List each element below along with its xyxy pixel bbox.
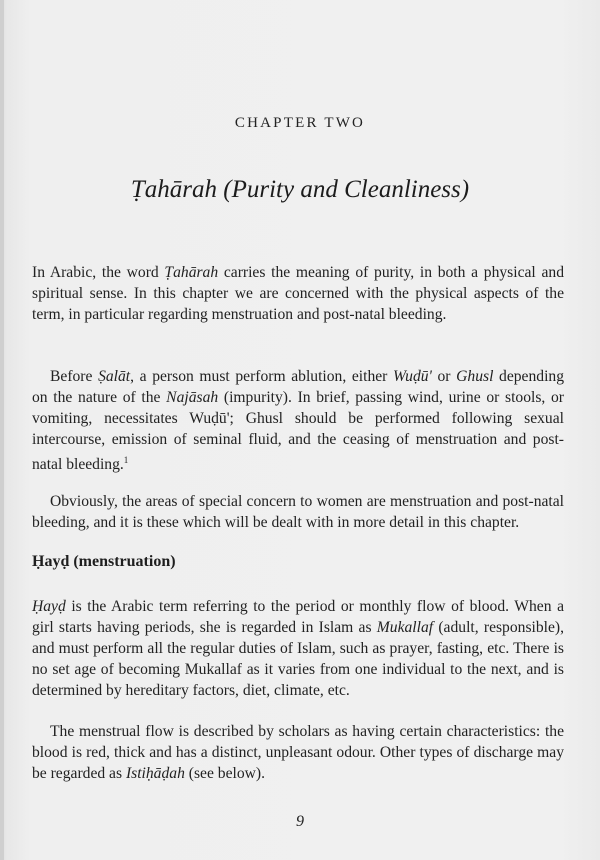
text-run: (see below). [184, 765, 265, 782]
text-run: (impurity). In brief, passing wind, urine or stools, or vomiting, necessitates Wuḍū'; Ghusl should be performed following sexual intercourse, emission of seminal fluid, and the ceasing of menstruation and post-natal bleeding. [32, 389, 564, 473]
text-run: (adult, responsible), and must perform all the regular duties of Islam, such as prayer, fasting, etc. There is no set age of becoming Mukallaf as it varies from one individual to the next, and is determined by hereditary factors, diet, climate, etc. [32, 619, 564, 699]
italic-term: Mukallaf [376, 619, 434, 636]
paragraph-text [32, 262, 564, 325]
paragraph-hayd-definition [32, 596, 564, 701]
paragraph-text [32, 491, 564, 533]
footnote-marker: 1 [123, 455, 129, 465]
text-run: , a person must perform ablution, either [130, 368, 394, 385]
italic-term: Ḥayḍ [32, 598, 66, 615]
text-run: Obviously, the areas of special concern to women are menstruation and post-natal bleeding, and it is these which will be dealt with in more detail in this chapter. [32, 493, 564, 531]
text-run: Before [50, 368, 99, 385]
text-run: is the Arabic term referring to the period or monthly flow of blood. When a girl starts having periods, she is regarded in Islam as [32, 598, 564, 636]
text-run: In Arabic, the word [32, 264, 165, 281]
page-number: 9 [296, 813, 304, 830]
italic-term: Ṭahārah [164, 264, 219, 281]
section-heading: Ḥayḍ (menstruation) [32, 553, 176, 570]
paragraph-ablution [32, 366, 564, 475]
italic-term: Ghusl [456, 368, 494, 385]
paragraph-text [32, 596, 564, 701]
italic-term: Wuḍū' [393, 368, 432, 385]
paragraph-text [32, 366, 564, 475]
paragraph-menstrual-flow [32, 721, 564, 784]
italic-term: Istiḥāḍah [125, 765, 185, 782]
text-run: carries the meaning of purity, in both a physical and spiritual sense. In this chapter we are concerned with the physical aspects of the term, in particular regarding menstruation and post-natal bleeding. [32, 264, 564, 323]
paragraph-intro [32, 262, 564, 325]
chapter-title: Ṭahārah (Purity and Cleanliness) [130, 176, 470, 203]
chapter-label: CHAPTER TWO [234, 115, 366, 131]
text-run: The menstrual flow is described by scholars as having certain characteristics: the blood is red, thick and has a distinct, unpleasant odour. Other types of discharge may be regarded as [32, 723, 564, 782]
paragraph-special-concern [32, 491, 564, 533]
text-run: or [431, 368, 457, 385]
italic-term: Najāsah [166, 389, 219, 406]
text-run: depending on the nature of the [32, 368, 564, 406]
italic-term: Ṣalāt [98, 368, 131, 385]
paragraph-text [32, 721, 564, 784]
